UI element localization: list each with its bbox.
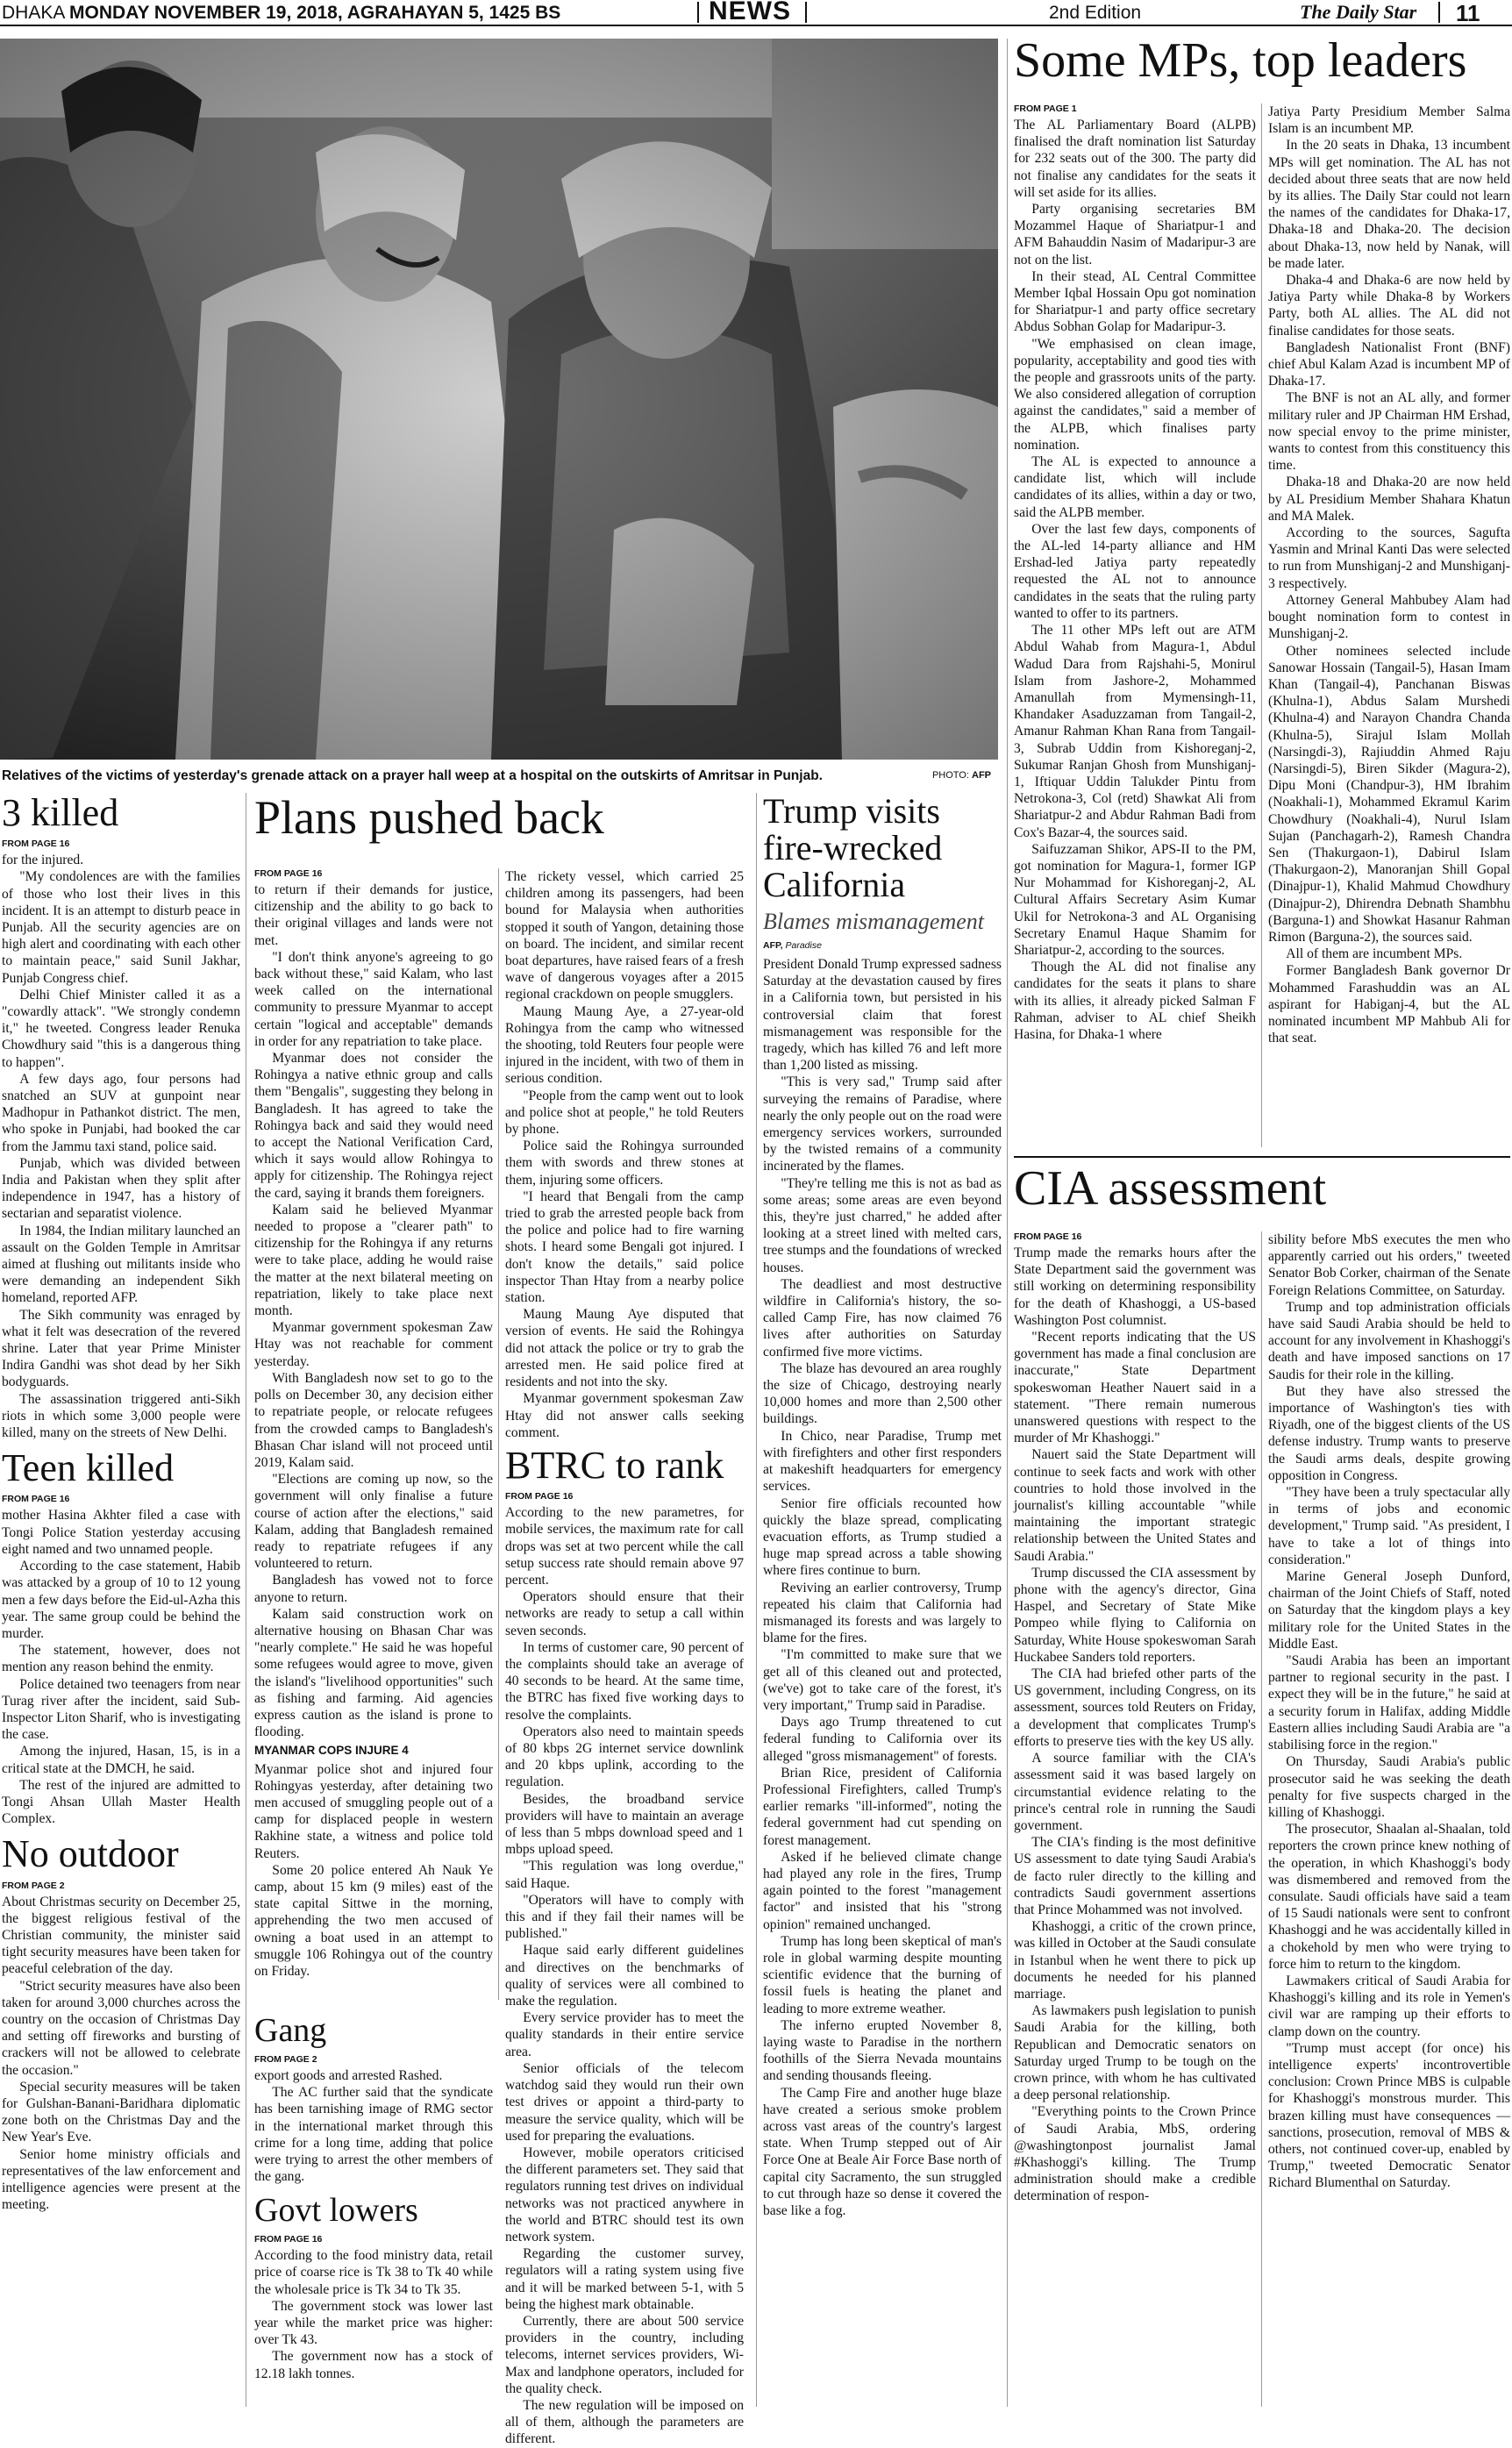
story-body: About Christmas security on December 25, the biggest religious festival of the Christian community, the minister said tight security measures have been taken for peaceful celebration of the day. "Strict security measures have also been taken for around 3,000 churches across the country on the occasion of Christmas Day and setting off fireworks and bursting of crackers will not be allowed to celebrate the occasion." Special security measures will be taken for Gulshan-Banani-Baridhara diplomatic zone both on the Christmas Day and the New Year's Eve. Senior home ministry officials and representatives of the law enforcement and intelligence agencies were present at the meeting. [2, 1894, 240, 2213]
gang-govt-column [254, 2014, 493, 2410]
story-body: export goods and arrested Rashed. The AC further said that the syndicate has been tarnishing image of RMG sector in the international market through this crime for a long time, adding that police were trying to arrest the other members of the gang. [254, 2067, 493, 2185]
plans-column-1 [254, 868, 493, 2005]
story-teen-killed [2, 1448, 240, 1827]
story-btrc [505, 1444, 744, 2447]
edition-label: 2nd Edition [1049, 3, 1142, 23]
headline: CIA assessment [1014, 1161, 1327, 1216]
jump-line: FROM PAGE 16 [254, 2234, 323, 2245]
headline: Some MPs, top leaders [1014, 33, 1467, 88]
headline: Trump visits fire-wrecked California [763, 791, 943, 904]
left-column [2, 793, 240, 2410]
news-photo [0, 39, 998, 760]
page-number: 11 [1456, 0, 1480, 26]
section-name: NEWS [709, 0, 791, 25]
jump-line: FROM PAGE 1 [1014, 103, 1077, 114]
plans-headline-block [254, 793, 754, 863]
column-rule [1007, 39, 1008, 2407]
cia-headline-block [1014, 1163, 1512, 1233]
column-rule [756, 793, 757, 2407]
subhead: MYANMAR COPS INJURE 4 [254, 1744, 409, 1758]
photo-caption [2, 768, 998, 784]
headline: Teen killed [2, 1446, 175, 1490]
headline: Gang [254, 2012, 327, 2049]
jump-line: FROM PAGE 2 [254, 2053, 317, 2065]
story-body: to return if their demands for justice, citizenship and the ability to go back to their original villages and lands were not met. "I don't think anyone's agreeing to go back without these," said Kalam, who last week called on the international community to pressure Myanmar to accept certain "logical and acceptable" demands in order for any repatriation to take place. Myanmar does not consider the Rohingya a native ethnic group and calls them "Bengalis", suggesting they belong in Bangladesh. It has agreed to take the Rohingya back and said they would need to accept the National Verification Card, which it says would allow Rohingya to apply for citizenship. The Rohingya reject the card, saying it brands them foreigners. Kalam said he believed Myanmar needed to propose a "clearer path" to citizenship for the Rohingya if any returns were to take place, adding he would raise the matter at the next bilateral meeting on repatriation, likely to take place next month. Myanmar government spokesman Zaw Htay was not reachable for comment yesterday. With Bangladesh now set to go to the polls on December 30, any decision either to repatriate people, or relocate refugees from the crowded camps to Bangladesh's Bhasan Char island will not proceed until 2019, Kalam said. "Elections are coming up now, so the government will only finalise a future course of action after the elections," said Kalam, adding that Bangladesh remained ready to repatriate refugees if any volunteered to return. Bangladesh has vowed not to force anyone to return. Kalam said construction work on alternative housing on Bhasan Char was "nearly complete." He said he was hopeful some refugees would agree to move, given the island's "livelihood opportunities" such as fishing and farming. Aid agencies express caution as the island is prone to flooding. MYANMAR COPS INJURE 4 Myanmar police shot and injured four Rohingyas yesterday, after detaining two men accused of smuggling people out of a camp for displaced people in western Rakhine state, a witness and police told Reuters. Some 20 police entered Ah Nauk Ye camp, about 15 km (9 miles) east of the state capital Sittwe in the morning, apprehending the two men accused of owning a boat used in an attempt to smuggle 106 Rohingya out of the country on Friday. [254, 882, 493, 1979]
jump-line: FROM PAGE 16 [2, 1494, 70, 1505]
story-body: According to the new parametres, for mobile services, the maximum rate for call drops was set at two percent while the call setup success rate should remain above 97 percent. Operators should ensure that their networks are ready to setup a call within seven seconds. In terms of customer care, 90 percent of the complaints should take an average of 40 seconds to be heard. At the same time, the BTRC has fixed five working days to resolve the complaints. Operators also need to maintain speeds of 80 kbps 2G internet service downlink and 20 kbps uplink, according to the regulation. Besides, the broadband service providers will have to maintain an average of less than 5 mbps download speed and 1 mbps upload speed. "This regulation was long overdue," said Haque. "Operators will have to comply with this and if they fail their names will be published." Haque said early different guidelines and directives on the benchmarks of quality of services were all combined to make the regulation. Every service provider has to meet the quality standards in their entire service area. Senior officials of the telecom watchdog said they would run their own test drives or appoint a third-party to measure the service quality, which will be used for preparing the evaluations. However, mobile operators criticised the different parameters set. They said that regulators running test drives on individual networks was not practiced anywhere in the world and BTRC should test its own network system. Regarding the customer survey, regulators will a rating system using five and it will be marked between 5-1, with 5 being the highest mark obtainable. Currently, there are about 500 service providers in the country, including telecoms, internet services providers, Wi-Max and landphone operators, included for the quality check. The new regulation will be imposed on all of them, although the parameters are different. [505, 1505, 744, 2447]
headline: Govt lowers [254, 2192, 418, 2230]
story-body: The AL Parliamentary Board (ALPB) finalised the draft nomination list Saturday for 232 seats out of the 300. The party did not finalise any candidates for the seats it will set aside for its allies. Party organising secretaries BM Mozammel Haque of Shariatpur-1 and AFM Bahauddin Nasim of Madaripur-3 are not on the list. In their stead, AL Central Committee Member Iqbal Hossain Opu got nomination for Shariatpur-1 and party office secretary Abdus Sobhan Golap for Madaripur-3. "We emphasised on clean image, popularity, acceptability and good ties with the people and grassroots units of the party. We also considered allegation of corruption against the candidates," said a member of the ALPB, which finalises party nomination. The AL is expected to announce a candidate list, which will include candidates of its allies, within a day or two, said the ALPB member. Over the last few days, components of the AL-led 14-party alliance and HM Ershad-led Jatiya party repeatedly requested the AL not to announce candidates in the seats that the ruling party wanted to offer to its partners. The 11 other MPs left out are ATM Abdul Wahab from Magura-1, Abdul Wadud Dara from Rajshahi-5, Monirul Islam from Jashore-2, Mohammed Amanullah from Mymensingh-11, Khandaker Asaduzzaman from Tangail-2, Amanur Rahman Khan Rana from Tangail-3, Subrab Uddin from Kishoreganj-2, Sukumar Ranjan Ghosh from Munshiganj-1, Iftiquar Uddin Talukder Pintu from Netrokona-3, Col (retd) Shawkat Ali from Shariatpur-2 and Abdur Rahman Badi from Cox's Bazar-4, the sources said. Saifuzzaman Shikor, APS-II to the PM, got nomination for Magura-1, former IGP Nur Mohammad for Kishoreganj-2, AL Cultural Affairs Secretary Asim Kumar Ukil for Netrokona-3 and AL Organising Secretary Enamul Haque Shamim for Shariatpur-2, according to the sources. Though the AL did not finalise any candidates for the seats it plans to share with its allies, it already picked Salman F Rahman, adviser to AL chief Sheikh Hasina, for Dhaka-1 where [1014, 118, 1256, 1042]
divider [1438, 2, 1440, 23]
story-trump-california [763, 793, 1002, 2410]
dateline: DHAKA MONDAY NOVEMBER 19, 2018, AGRAHAYAN 5, 1425 BS [2, 3, 561, 23]
photo-credit: PHOTO: AFP [931, 770, 991, 781]
paper-logo: The Daily Star [1300, 1, 1417, 23]
column-rule [1261, 103, 1262, 1147]
cia-column-2 [1268, 1231, 1510, 2410]
jump-line: FROM PAGE 2 [2, 1880, 65, 1891]
mps-headline-block [1014, 35, 1512, 105]
column-rule [1261, 1231, 1262, 2407]
story-body: sibility before MbS executes the men who apparently carried out his orders," tweeted Senator Bob Corker, chairman of the Senate Foreign Relations Committee, on Saturday. Trump and top administration officials have said Saudi Arabia should be held to account for any involvement in Khashoggi's death and have imposed sanctions on 17 Saudis for their role in the killing. But they have also stressed the importance of Washington's ties with Riyadh, one of the biggest clients of the US defense industry. Trump wants to preserve the Saudi arms deals, despite growing opposition in Congress. "They have been a truly spectacular ally in terms of jobs and economic development," Trump said. "As president, I have to take a lot of things into consideration." Marine General Joseph Dunford, chairman of the Joint Chiefs of Staff, noted on Saturday that the kingdom plays a key military role for the United States in the Middle East. "Saudi Arabia has been an important partner to regional security in the past. I expect they will be in the future," he said at a security forum in Halifax, adding Middle Eastern allies including Saudi Arabia are "a stabilising force in the region." On Thursday, Saudi Arabia's public prosecutor said he was seeking the death penalty for five suspects charged in the killing of Khashoggi. The prosecutor, Shaalan al-Shaalan, told reporters the crown prince knew nothing of the operation, in which Khashoggi's body was dismembered and removed from the consulate. Saudi officials have said a team of 15 Saudi nationals were sent to confront Khashoggi and he was accidentally killed in a chokehold by men who were trying to force him to return to the kingdom. Lawmakers critical of Saudi Arabia for Khashoggi's killing and its role in Yemen's civil war are ramping up their efforts to clamp down on the country. "Trump must accept (for once) his intelligence experts' incontrovertible conclusion: Crown Prince MBS is culpable for Khashoggi's monstrous murder. This brazen killing must have consequences — sanctions, prosecution, removal of MBS & others, not continued cover-up, enabled by Trump," tweeted Democratic Senator Richard Blumenthal on Saturday. [1268, 1232, 1510, 2191]
story-govt-lowers [254, 2194, 493, 2382]
story-gang [254, 2014, 493, 2185]
deck: Blames mismanagement [763, 909, 985, 934]
headline: Plans pushed back [254, 791, 604, 844]
column-rule [498, 868, 499, 2000]
jump-line: FROM PAGE 16 [2, 839, 70, 850]
story-body: Jatiya Party Presidium Member Salma Islam is an incumbent MP. In the 20 seats in Dhaka, 13 incumbent MPs will get nomination. The AL has not decided about three seats that are now held by its allies. The Daily Star could not learn the names of the candidates for Dhaka-17, Dhaka-18 and Dhaka-20. The decision about Dhaka-13, now held by Nanak, will be made later. Dhaka-4 and Dhaka-6 are now held by Jatiya Party while Dhaka-8 by Workers Party, both AL allies. The AL did not finalise candidates for those seats. Bangladesh Nationalist Front (BNF) chief Abul Kalam Azad is incumbent MP of Dhaka-17. The BNF is not an AL ally, and former military ruler and JP Chairman HM Ershad, now special envoy to the prime minister, wants to contest from this constituency this time. Dhaka-18 and Dhaka-20 are now held by AL Presidium Member Shahara Khatun and MA Malek. According to the sources, Sagufta Yasmin and Mrinal Kanti Das were selected to run from Munshiganj-2 and Munshiganj-3 respectively. Attorney General Mahbubey Alam had bought nomination form to contest in Munshiganj-2. Other nominees selected include Sanowar Hossain (Tangail-5), Hasan Imam Khan (Tangail-4), Panchanan Biswas (Khulna-1), Abdus Salam Murshedi (Khulna-4) and Narayon Chandra Chanda (Khulna-5), Sirajul Islam Mollah (Narsingdi-3), Rajiuddin Ahmed Raju (Narsingdi-5), Biren Sikder (Magura-2), Dipu Moni (Chandpur-3), HM Ibrahim (Noakhali-1), Mohammed Ekramul Karim Chowdhury (Noakhali-4), Nurul Islam Sujan (Panchagarh-2), Ramesh Chandra Sen (Thakurgaon-1), Dabirul Islam (Thakurgaon-2), Manoranjan Shill Gopal (Dinajpur-1), Khalid Mahmud Chowdhury (Dinajpur-2), Dhirendra Debnath Shambhu (Barguna-1) and Showkat Hasanur Rahman Rimon (Barguna-2), the sources said. All of them are incumbent MPs. Former Bangladesh Bank governor Dr Mohammed Farashuddin was an AL aspirant for Habiganj-4, but the AL nominated incumbent MP Mahbub Ali for that seat. [1268, 104, 1510, 1046]
divider [697, 2, 699, 23]
story-no-outdoor [2, 1834, 240, 2213]
masthead [0, 0, 1512, 26]
jump-line: FROM PAGE 16 [254, 868, 323, 879]
headline: BTRC to rank [505, 1444, 724, 1487]
section-rule [1014, 1156, 1510, 1158]
headline: No outdoor [2, 1832, 179, 1876]
divider [805, 2, 807, 23]
mourners-photo [0, 39, 998, 760]
mps-column-2 [1268, 103, 1510, 1153]
jump-line: FROM PAGE 16 [1014, 1231, 1082, 1242]
headline: 3 killed [2, 791, 119, 834]
mps-column-1 [1014, 103, 1256, 1153]
story-3-killed [2, 793, 240, 1441]
story-body: The rickety vessel, which carried 25 children among its passengers, had been bound for Malaysia when authorities stopped it south of Yangon, detaining those on board. The incident, and similar recent boat departures, have raised fears of a fresh wave of dangerous voyages after a 2015 regional crackdown on people smugglers. Maung Maung Aye, a 27-year-old Rohingya from the camp who witnessed the shooting, told Reuters four people were injured in the incident, with two of them in serious condition. "People from the camp went out to look and police shot at people," he told Reuters by phone. Police said the Rohingya surrounded them with swords and threw stones at them, injuring some officers. "I heard that Bengali from the camp tried to grab the arrested people back from the police and police had to fire warning shots. I heard some Bengali got injured. I don't know the details," said police inspector Than Htay from a nearby police station. Maung Maung Aye disputed that version of events. He said the Rohingya did not attack the police or try to grab the arrested men. He said police fired at residents and not into the sky. Myanmar government spokesman Zaw Htay did not answer calls seeking comment. [505, 869, 744, 1440]
caption-text: Relatives of the victims of yesterday's grenade attack on a prayer hall weep at a hospital on the outskirts of Amritsar in Punjab. [2, 768, 823, 783]
byline: AFP, Paradise [763, 940, 822, 951]
story-body: mother Hasina Akhter filed a case with Tongi Police Station yesterday accusing eight named and two unnamed people. According to the case statement, Habib was attacked by a group of 10 to 12 young men a few days before the Eid-ul-Azha this year. The same group could be behind the murder. The statement, however, does not mention any reason behind the enmity. Police detained two teenagers from near Turag river after the incident, said Sub-Inspector Liton Sharif, who is investigating the case. Among the injured, Hasan, 15, is in a critical state at the DMCH, he said. The rest of the injured are admitted to Tongi Ahsan Ullah Master Health Complex. [2, 1508, 240, 1827]
story-body: Trump made the remarks hours after the State Department said the government was still working on determining responsibility for the death of Khashoggi, a US-based Washington Post columnist. "Recent reports indicating that the US government has made a final conclusion are inaccurate," State Department spokeswoman Heather Nauert said in a statement. "There remain numerous unanswered questions with respect to the murder of Mr Khashoggi." Nauert said the State Department will continue to seek facts and work with other countries to hold those involved in the journalist's killing accountable "while maintaining the important strategic relationship between the United States and Saudi Arabia." Trump discussed the CIA assessment by phone with the agency's director, Gina Haspel, and Secretary of State Mike Pompeo while flying to California on Saturday, White House spokeswoman Sarah Huckabee Sanders told reporters. The CIA had briefed other parts of the US government, including Congress, on its assessment, sources told Reuters on Friday, a development that complicates Trump's efforts to preserve ties with the key US ally. A source familiar with the CIA's assessment said it was based largely on circumstantial evidence relating to the prince's central role in running the Saudi government. The CIA's finding is the most definitive US assessment to date tying Saudi Arabia's de facto ruler directly to the killing and contradicts Saudi government assertions that Prince Mohammed was not involved. Khashoggi, a critic of the crown prince, was killed in October at the Saudi consulate in Istanbul when he went there to pick up documents he needed for his planned marriage. As lawmakers push legislation to punish Saudi Arabia for the killing, both Republican and Democratic senators on Saturday urged Trump to be tough on the crown prince, with whom he has cultivated a deep personal relationship. "Everything points to the Crown Prince of Saudi Arabia, MbS, ordering @washingtonpost journalist Jamal #Khashoggi's killing. The Trump administration should make a credible determination of respon- [1014, 1245, 1256, 2204]
story-body: President Donald Trump expressed sadness Saturday at the devastation caused by fires in a California town, but persisted in his controversial claim that forest mismanagement was responsible for the tragedy, which has killed 76 and left more than 1,200 listed as missing. "This is very sad," Trump said after surveying the remains of Paradise, where nearly the only people out on the road were emergency services workers, surrounded by the twisted remains of a community incinerated by the flames. "They're telling me this is not as bad as some areas; some areas are even beyond this, they're just charred," he added after looking at a street lined with melted cars, tree stumps and the foundations of wrecked houses. The deadliest and most destructive wildfire in California's history, the so-called Camp Fire, has now claimed 76 lives after authorities on Saturday confirmed five more victims. The blaze has devoured an area roughly the size of Chicago, destroying nearly 10,000 homes and more than 2,500 other buildings. In Chico, near Paradise, Trump met with firefighters and other first responders at makeshift headquarters for emergency services. Senior fire officials recounted how quickly the blaze spread, complicating evacuation efforts, as Trump studied a huge map spread across a table showing where fires continue to burn. Reviving an earlier controversy, Trump repeated his claim that California had mismanaged its forests and was largely to blame for the fires. "I'm committed to make sure that we get all of this cleaned out and protected, (we've) got to take care of the forest, it's very important," Trump said in Paradise. Days ago Trump threatened to cut federal funding to California over its alleged "gross mismanagement" of forests. Brian Rice, president of California Professional Firefighters, called Trump's earlier remarks "ill-informed", noting the federal government had cut spending on forest management. Asked if he believed climate change had played any role in the fires, Trump again pointed to the forest "management factor" and insisted that his "strong opinion" remained unchanged. Trump has long been skeptical of man's role in global warming despite mounting scientific evidence that the burning of fossil fuels is heating the planet and leading to more extreme weather. The inferno erupted November 8, laying waste to Paradise in the northern foothills of the Sierra Nevada mountains and sending thousands fleeing. The Camp Fire and another huge blaze have created a serious smoke problem across vast areas of the country's largest state. When Trump stepped out of Air Force One at Beale Air Force Base north of capital city Sacramento, the sun struggled to cut through haze so dense it covered the base like a fog. [763, 957, 1002, 2219]
cia-column-1 [1014, 1231, 1256, 2410]
jump-line: FROM PAGE 16 [505, 1491, 574, 1502]
story-body: According to the food ministry data, retail price of coarse rice is Tk 38 to Tk 40 while the wholesale price is Tk 34 to Tk 35. The government stock was lower last year while the market price was higher: over Tk 43. The government now has a stock of 12.18 lakh tonnes. [254, 2248, 493, 2381]
story-body: for the injured. "My condolences are with the families of those who lost their lives in this incident. It is an attempt to disturb peace in Punjab. All the security agencies are on high alert and coordinating with each other to maintain peace," said Sunil Jakhar, Punjab Congress chief. Delhi Chief Minister called it as a "cowardly attack". "We strongly condemn it," he tweeted. Congress leader Renuka Chowdhury said "this is a dangerous thing to happen". A few days ago, four persons had snatched an SUV at gunpoint near Madhopur in Pathankot district. The men, who spoke in Punjabi, had booked the car from the Jammu taxi stand, police said. Punjab, which was divided between India and Pakistan when they split after independence in 1947, has a history of sectarian and separatist violence. In 1984, the Indian military launched an assault on the Golden Temple in Amritsar aimed at flushing out militants inside who were demanding an independent Sikh homeland, reported AFP. The Sikh community was enraged by what it felt was desecration of the revered shrine. Later that year Prime Minister Indira Gandhi was shot dead by her Sikh bodyguards. The assassination triggered anti-Sikh riots in which some 3,000 people were killed, many on the streets of New Delhi. [2, 853, 240, 1441]
